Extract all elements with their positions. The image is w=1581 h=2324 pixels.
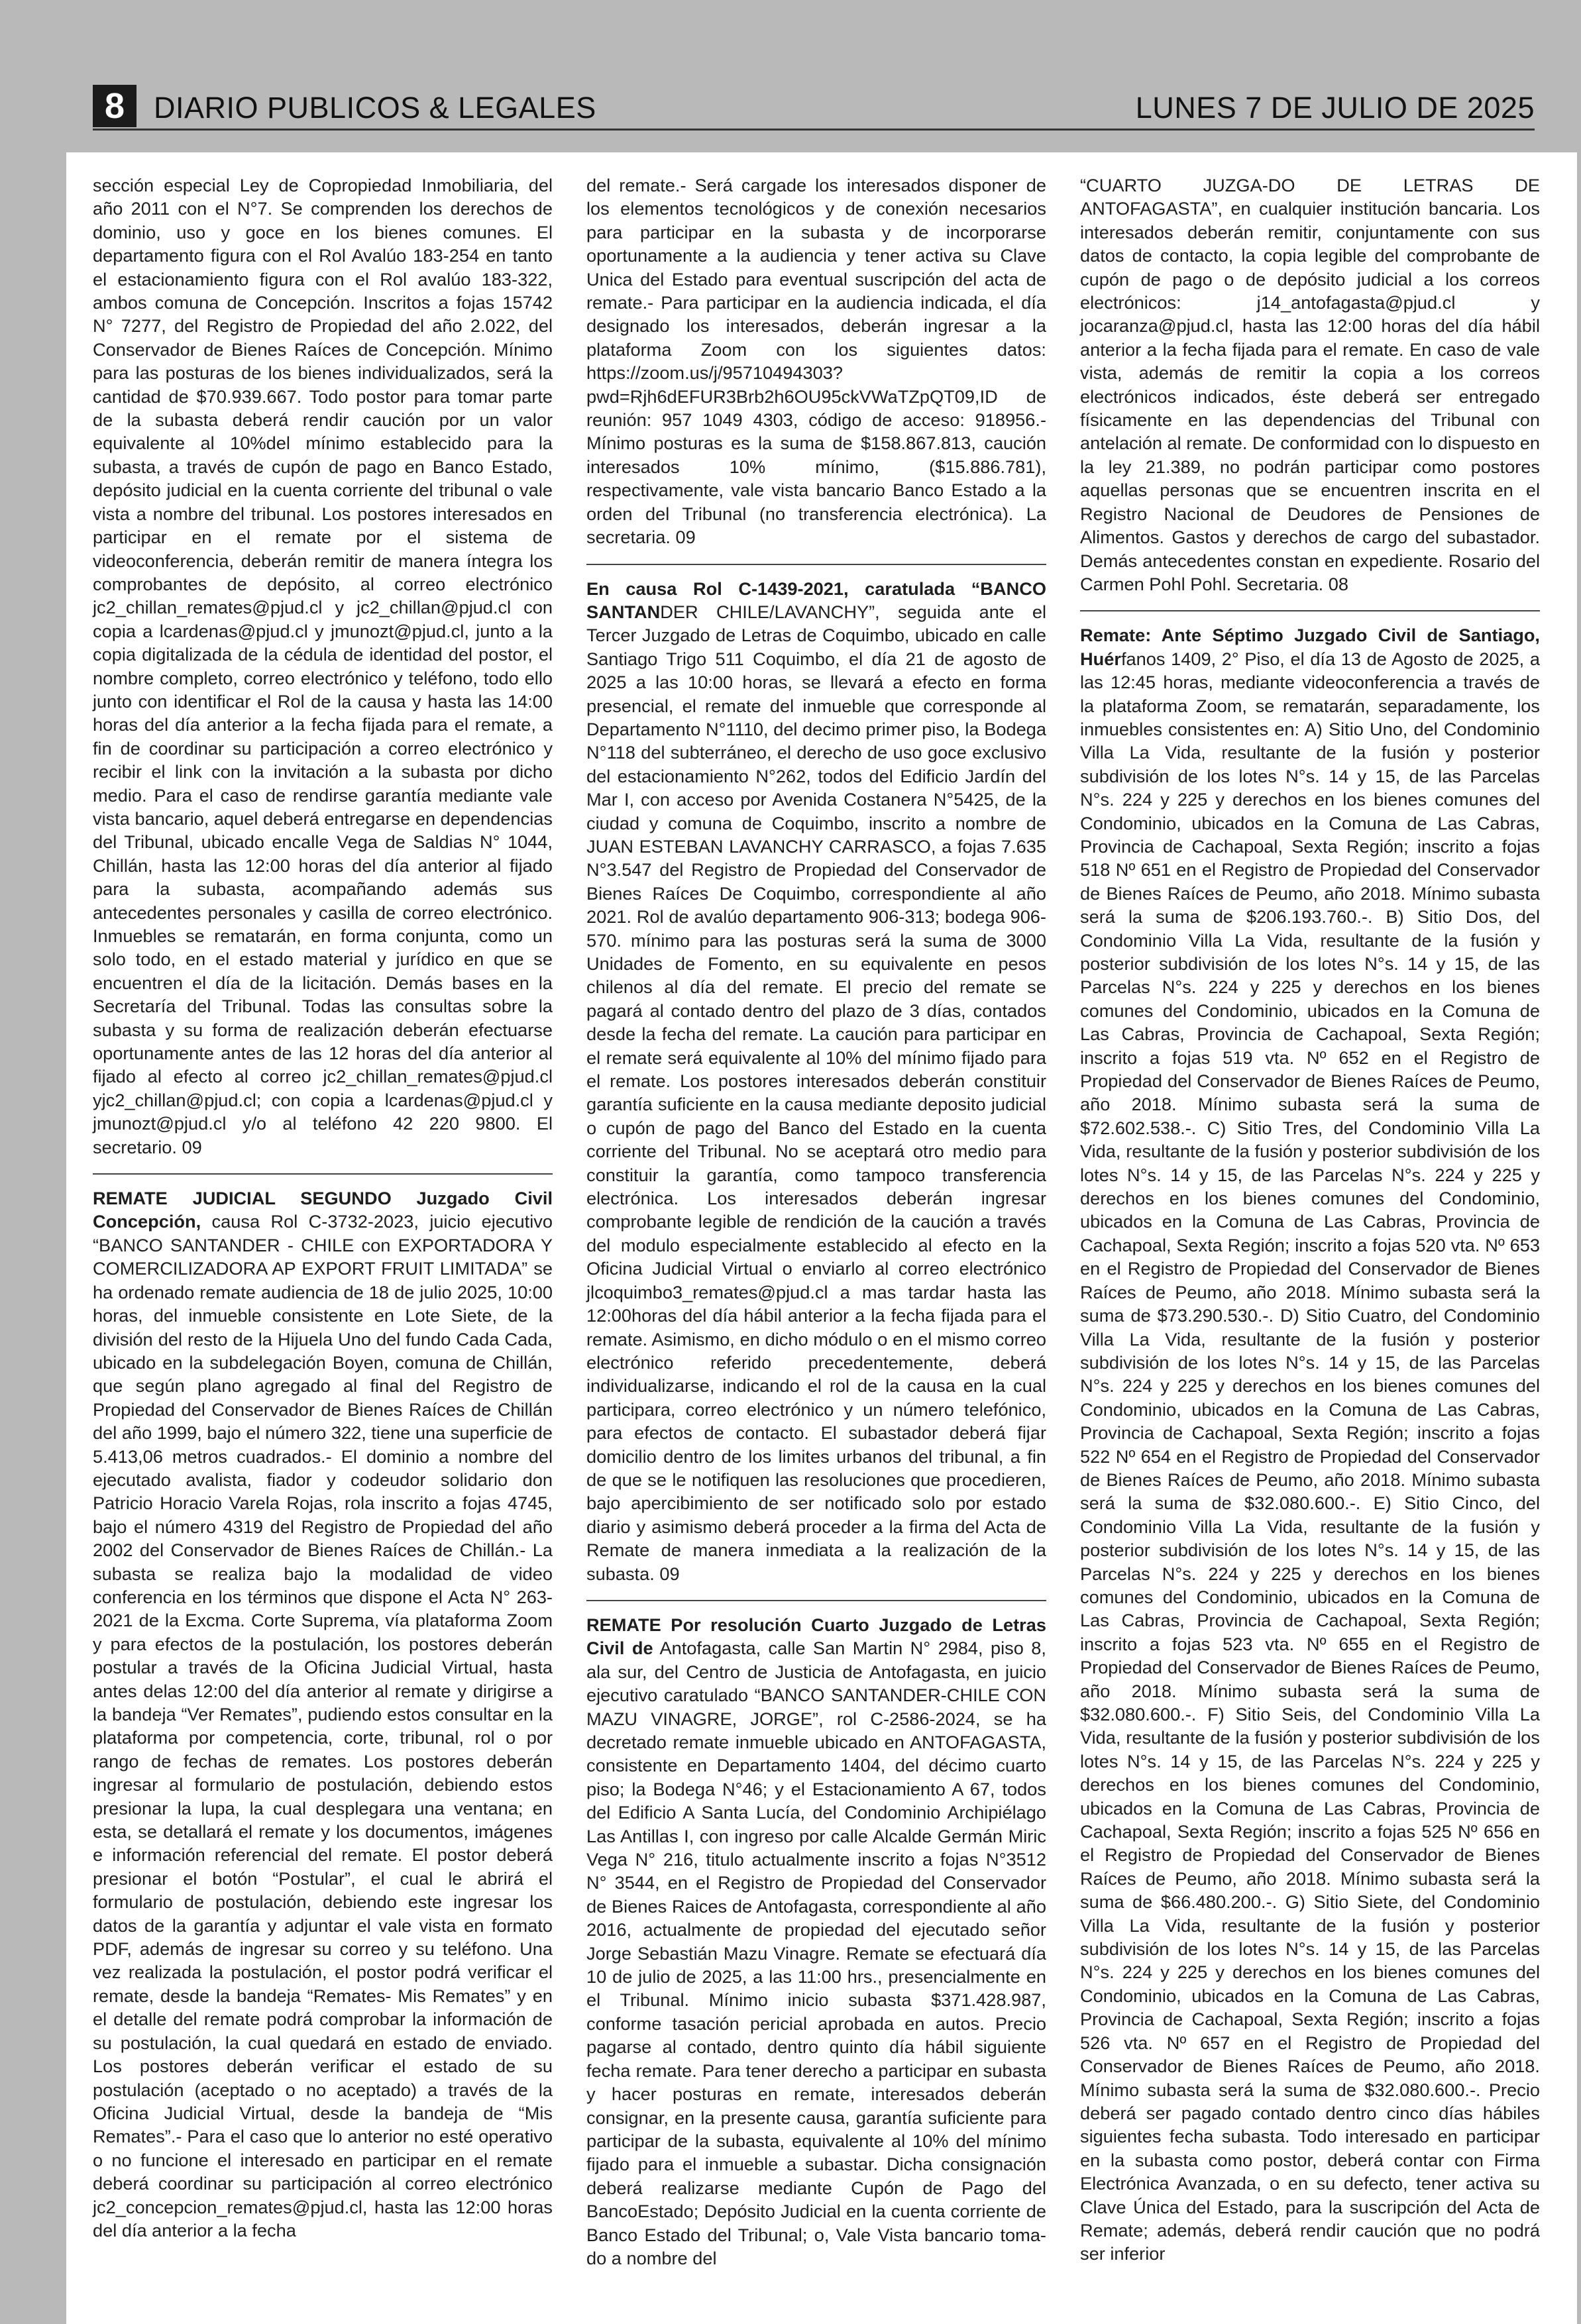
notice-antofagasta xyxy=(586,1613,1046,2270)
notice-body: causa Rol C-3732-2023, juicio ejecutivo “BANCO SANTANDER - CHILE con EXPORTADORA Y COMERCILIZADORA AP EXPORT FRUIT LIMITADA” se ha ordenado remate audiencia de 18 de julio 2025, 10:00 horas, del inmueble consistente en Lote Siete, de la división del resto de la Hijuela Uno del fundo Cada Cada, ubicado en la subdelegación Boyen, comuna de Chillán, que según plano agregado al final del Registro de Propiedad del Conservador de Bienes Raíces de Chillán del año 1999, bajo el número 322, tiene una superficie de 5.413,06 metros cuadrados.- El dominio a nombre del ejecutado avalista, fiador y codeudor solidario don Patricio Horacio Varela Rojas, rola inscrito a fojas 4745, bajo el número 4319 del Registro de Propiedad del año 2002 del Conservador de Bienes Raíces de Chillán.- La subasta se realiza bajo la modalidad de video conferencia en los términos que dispone el Acta N° 263-2021 de la Excma. Corte Suprema, vía plataforma Zoom y para efectos de la postulación, los postores deberán postular a través de la Oficina Judicial Virtual, hasta antes delas 12:00 del día anterior al remate y dirigirse a la bandeja “Ver Remates”, pudiendo estos consultar en la plataforma por competencia, corte, tribunal, rol o por rango de fechas de remates. Los postores deberán ingresar al formulario de postulación, debiendo estos presionar la lupa, la cual desplegara una ventana; en esta, se detallará el remate y los documentos, imágenes e información referencial del remate. El postor deberá presionar el botón “Postular”, el cual le abrirá el formulario de postulación, debiendo este ingresar los datos de la garantía y adjuntar el vale vista en formato PDF, además de ingresar su correo y su teléfono. Una vez realizada la postulación, el postor podrá verificar el remate, desde la bandeja “Remates- Mis Remates” y en el detalle del remate podrá comprobar la información de su postulación, la cual quedará en estado de enviado. Los postores deberán verificar el estado de su postulación (aceptado o no aceptado) a través de la Oficina Judicial Virtual, desde la bandeja de “Mis Remates”.- Para el caso que lo anterior no esté operativo o no funcione el interesado en participar en el remate deberá coordinar su participación al correo electrónico jc2_concepcion_remates@pjud.cl, hasta las 12:00 horas del día anterior a la fecha xyxy=(93,1211,553,2241)
notice-coquimbo xyxy=(586,577,1046,1585)
notice-divider xyxy=(93,1173,553,1175)
column-3 xyxy=(1080,174,1540,2266)
notice-lead: REMATE Por resolución Cuarto Juzgado de Letras Civil de xyxy=(586,1614,1046,1659)
notice-lead: En causa Rol C-1439-2021, caratulada “BANCO SANTAN xyxy=(586,578,1046,622)
notice-remate-concepcion-continuation xyxy=(586,174,1046,549)
issue-date: LUNES 7 DE JULIO DE 2025 xyxy=(1135,91,1535,125)
notice-santiago-villa-la-vida xyxy=(1080,623,1540,2265)
notice-copropiedad-continuation xyxy=(93,174,553,1159)
notice-antofagasta-continuation xyxy=(1080,174,1540,596)
page-sheet xyxy=(66,152,1577,2324)
notice-divider xyxy=(586,564,1046,565)
column-2 xyxy=(586,174,1046,2270)
notice-body: DER CHILE/LAVANCHY”, seguida ante el Tercer Juzgado de Letras de Coquimbo, ubicado en calle Santiago Trigo 511 Coquimbo, el día 21 de agosto de 2025 a las 10:00 horas, se llevará a efecto en forma presencial, el remate del inmueble que corresponde al Departamento N°1110, del decimo primer piso, la Bodega N°118 del subterráneo, el derecho de uso goce exclusivo del estacionamiento N°262, todos del Edificio Jardín del Mar I, con acceso por Avenida Costanera N°5425, de la ciudad y comuna de Coquimbo, inscrito a nombre de JUAN ESTEBAN LAVANCHY CARRASCO, a fojas 7.635 N°3.547 del Registro de Propiedad del Conservador de Bienes Raíces De Coquimbo, correspondiente al año 2021. Rol de avalúo departamento 906-313; bodega 906-570. mínimo para las posturas será la suma de 3000 Unidades de Fomento, en su equivalente en pesos chilenos al día del remate. El precio del remate se pagará al contado dentro del plazo de 3 días, contados desde la fecha del remate. La caución para participar en el remate será equivalente al 10% del mínimo fijado para el remate. Los postores interesados deberán constituir garantía suficiente en la causa mediante deposito judicial o cupón de pago del Banco del Estado en la cuenta corriente del Tribunal. No se aceptará otro medio para constituir la garantía, como tampoco transferencia electrónica. Los interesados deberán ingresar comprobante legible de rendición de la caución a través del modulo especialmente establecido al efecto en la Oficina Judicial Virtual o enviarlo al correo electrónico jlcoquimbo3_remates@pjud.cl a mas tardar hasta las 12:00horas del día hábil anterior a la fecha fijada para el remate. Asimismo, en dicho módulo o en el mismo correo electrónico referido precedentemente, deberá individualizarse, indicando el rol de la causa en la cual participara, correo electrónico y un número telefónico, para efectos de contacto. El subastador deberá fijar domicilio dentro de los limites urbanos del tribunal, a fin de que se le notifiquen las resoluciones que procedieren, bajo apercibimiento de ser notificado solo por estado diario y asimismo deberá proceder a la firma del Acta de Remate de manera inmediata a la realización de la subasta. 09 xyxy=(586,601,1046,1584)
notice-body: sección especial Ley de Copropiedad Inmobiliaria, del año 2011 con el N°7. Se comprenden los derechos de dominio, uso y goce en los bienes comunes. El departamento figura con el Rol Avalúo 183-254 en tanto el estacionamiento figura con el Rol avalúo 183-322, ambos comuna de Concepción. Inscritos a fojas 15742 N° 7277, del Registro de Propiedad del año 2.022, del Conservador de Bienes Raíces de Concepción. Mínimo para las posturas de los bienes individualizados, será la cantidad de $70.939.667. Todo postor para tomar parte de la subasta deberá rendir caución por un valor equivalente al 10%del mínimo establecido para la subasta, a través de cupón de pago en Banco Estado, depósito judicial en la cuenta corriente del tribunal o vale vista a nombre del tribunal. Los postores interesados en participar en el remate por el sistema de videoconferencia, deberán remitir de manera íntegra los comprobantes de depósito, al correo electrónico jc2_chillan_remates@pjud.cl y jc2_chillan@pjud.cl con copia a lcardenas@pjud.cl y jmunozt@pjud.cl, junto a la copia digitalizada de la cédula de identidad del postor, el nombre completo, correo electrónico y teléfono, todo ello junto con identificar el Rol de la causa y hasta las 14:00 horas del día anterior a la fecha fijada para el remate, a fin de coordinar su participación a correo electrónico y recibir el link con la invitación a la subasta por dicho medio. Para el caso de rendirse garantía mediante vale vista bancario, aquel deberá entregarse en dependencias del Tribunal, ubicado encalle Vega de Saldias N° 1044, Chillán, hasta las 12:00 horas del día anterior al fijado para la subasta, acompañando además sus antecedentes personales y casilla de correo electrónico. Inmuebles se rematarán, en forma conjunta, como un solo todo, en el estado material y jurídico en que se encuentren el día de la licitación. Demás bases en la Secretaría del Tribunal. Todas las consultas sobre la subasta y su forma de realización deberán efectuarse oportunamente antes de las 12 horas del día anterior al fijado al efecto al correo jc2_chillan_remates@pjud.cl yjc2_chillan@pjud.cl; con copia a lcardenas@pjud.cl y jmunozt@pjud.cl y/o al teléfono 42 220 9800. El secretario. 09 xyxy=(93,175,553,1157)
publication-title: DIARIO PUBLICOS & LEGALES xyxy=(154,91,596,125)
notice-remate-concepcion xyxy=(93,1187,553,2242)
notice-body: fanos 1409, 2° Piso, el día 13 de Agosto de 2025, a las 12:45 horas, mediante videoconferencia a través de la plataforma Zoom, se rematarán, separadamente, los inmuebles consistentes en: A) Sitio Uno, del Condominio Villa La Vida, resultante de la fusión y posterior subdivisión de los lotes N°s. 14 y 15, de las Parcelas N°s. 224 y 225 y derechos en los bienes comunes del Condominio, ubicados en la Comuna de Las Cabras, Provincia de Cachapoal, Sexta Región; inscrito a fojas 518 Nº 651 en el Registro de Propiedad del Conservador de Bienes Raíces de Peumo, año 2018. Mínimo subasta será la suma de $206.193.760.-. B) Sitio Dos, del Condominio Villa La Vida, resultante de la fusión y posterior subdivisión de los lotes N°s. 14 y 15, de las Parcelas N°s. 224 y 225 y derechos en los bienes comunes del Condominio, ubicados en la Comuna de Las Cabras, Provincia de Cachapoal, Sexta Región; inscrito a fojas 519 vta. Nº 652 en el Registro de Propiedad del Conservador de Bienes Raíces de Peumo, año 2018. Mínimo subasta será la suma de $72.602.538.-. C) Sitio Tres, del Condominio Villa La Vida, resultante de la fusión y posterior subdivisión de los lotes N°s. 14 y 15, de las Parcelas N°s. 224 y 225 y derechos en los bienes comunes del Condominio, ubicados en la Comuna de Las Cabras, Provincia de Cachapoal, Sexta Región; inscrito a fojas 520 vta. Nº 653 en el Registro de Propiedad del Conservador de Bienes Raíces de Peumo, año 2018. Mínimo subasta será la suma de $73.290.530.-. D) Sitio Cuatro, del Condominio Villa La Vida, resultante de la fusión y posterior subdivisión de los lotes N°s. 14 y 15, de las Parcelas N°s. 224 y 225 y derechos en los bienes comunes del Condominio, ubicados en la Comuna de Las Cabras, Provincia de Cachapoal, Sexta Región; inscrito a fojas 522 Nº 654 en el Registro de Propiedad del Conservador de Bienes Raíces de Peumo, año 2018. Mínimo subasta será la suma de $32.080.600.-. E) Sitio Cinco, del Condominio Villa La Vida, resultante de la fusión y posterior subdivisión de los lotes N°s. 14 y 15, de las Parcelas N°s. 224 y 225 y derechos en los bienes comunes del Condominio, ubicados en la Comuna de Las Cabras, Provincia de Cachapoal, Sexta Región; inscrito a fojas 523 vta. Nº 655 en el Registro de Propiedad del Conservador de Bienes Raíces de Peumo, año 2018. Mínimo subasta será la suma de $32.080.600.-. F) Sitio Seis, del Condominio Villa La Vida, resultante de la fusión y posterior subdivisión de los lotes N°s. 14 y 15, de las Parcelas N°s. 224 y 225 y derechos en los bienes comunes del Condominio, ubicados en la Comuna de Las Cabras, Provincia de Cachapoal, Sexta Región; inscrito a fojas 525 Nº 656 en el Registro de Propiedad del Conservador de Bienes Raíces de Peumo, año 2018. Mínimo subasta será la suma de $66.480.200.-. G) Sitio Siete, del Condominio Villa La Vida, resultante de la fusión y posterior subdivisión de los lotes N°s. 14 y 15, de las Parcelas N°s. 224 y 225 y derechos en los bienes comunes del Condominio, ubicados en la Comuna de Las Cabras, Provincia de Cachapoal, Sexta Región; inscrito a fojas 526 vta. Nº 657 en el Registro de Propiedad del Conservador de Bienes Raíces de Peumo, año 2018. Mínimo subasta será la suma de $32.080.600.-. Precio deberá ser pagado contado dentro cinco días hábiles siguientes fecha subasta. Todo interesado en participar en la subasta como postor, deberá contar con Firma Electrónica Avanzada, o en su defecto, tener activa su Clave Única del Estado, para la suscripción del Acta de Remate; además, deberá rendir caución que no podrá ser inferior xyxy=(1080,648,1540,2264)
notice-divider xyxy=(1080,610,1540,611)
page-header xyxy=(93,85,1535,131)
notice-body: del remate.- Será cargade los interesados disponer de los elementos tecnológicos y de conexión necesarios para participar en la subasta y de incorporarse oportunamente a la audiencia y tener activa su Clave Unica del Estado para eventual suscripción del acta de remate.- Para participar en la audiencia indicada, el día designado los interesados, deberán ingresar a la plataforma Zoom con los siguientes datos: https://zoom.us/j/95710494303?pwd=Rjh6dEFUR3Brb2h6OU95ckVWaTZpQT09,ID de reunión: 957 1049 4303, código de acceso: 918956.- Mínimo posturas es la suma de $158.867.813, caución interesados 10% mínimo, ($15.886.781), respectivamente, vale vista bancario Banco Estado a la orden del Tribunal (no transferencia electrónica). La secretaria. 09 xyxy=(586,175,1046,548)
notice-lead: Remate: Ante Séptimo Juzgado Civil de Santiago, Huér xyxy=(1080,625,1540,669)
page-number: 8 xyxy=(93,85,136,127)
notice-divider xyxy=(586,1600,1046,1601)
column-1 xyxy=(93,174,553,2242)
notice-lead: REMATE JUDICIAL SEGUNDO Juzgado Civil Concepción, xyxy=(93,1188,553,1232)
notice-body: Antofagasta, calle San Martin N° 2984, piso 8, ala sur, del Centro de Justicia de Antofagasta, en juicio ejecutivo caratulado “BANCO SANTANDER-CHILE CON MAZU VINAGRE, JORGE”, rol C-2586-2024, se ha decretado remate inmueble ubicado en ANTOFAGASTA, consistente en Departamento 1404, del décimo cuarto piso; la Bodega N°46; y el Estacionamiento A 67, todos del Edificio A Santa Lucía, del Condominio Archipiélago Las Antillas I, con ingreso por calle Alcalde Germán Miric Vega N° 216, titulo actualmente inscrito a fojas N°3512 N° 3544, en el Registro de Propiedad del Conservador de Bienes Raices de Antofagasta, correspondiente al año 2016, actualmente de propiedad del ejecutado señor Jorge Sebastián Mazu Vinagre. Remate se efectuará día 10 de julio de 2025, a las 11:00 hrs., presencialmente en el Tribunal. Mínimo inicio subasta $371.428.987, conforme tasación pericial aprobada en autos. Precio pagarse al contado, dentro quinto día hábil siguiente fecha remate. Para tener derecho a participar en subasta y hacer posturas en remate, interesados deberán consignar, en la presente causa, garantía suficiente para participar de la subasta, equivalente al 10% del mínimo fijado para el inmueble a subastar. Dicha consignación deberá realizarse mediante Cupón de Pago del BancoEstado; Depósito Judicial en la cuenta corriente de Banco Estado del Tribunal; o, Vale Vista bancario toma-do a nombre del xyxy=(586,1638,1046,2268)
notice-body: “CUARTO JUZGA-DO DE LETRAS DE ANTOFAGASTA”, en cualquier institución bancaria. Los interesados deberán remitir, conjuntamente con sus datos de contacto, la copia legible del comprobante de cupón de pago o de depósito judicial a los correos electrónicos: j14_antofagasta@pjud.cl y jocaranza@pjud.cl, hasta las 12:00 horas del día hábil anterior a la fecha fijada para el remate. En caso de vale vista, además de remitir la copia a los correos electrónicos indicados, éste deberá ser entregado físicamente en las dependencias del Tribunal con antelación al remate. De conformidad con lo dispuesto en la ley 21.389, no podrán participar como postores aquellas personas que se encuentren inscrita en el Registro Nacional de Deudores de Pensiones de Alimentos. Gastos y derechos de cargo del subastador. Demás antecedentes constan en expediente. Rosario del Carmen Pohl Pohl. Secretaria. 08 xyxy=(1080,175,1540,594)
